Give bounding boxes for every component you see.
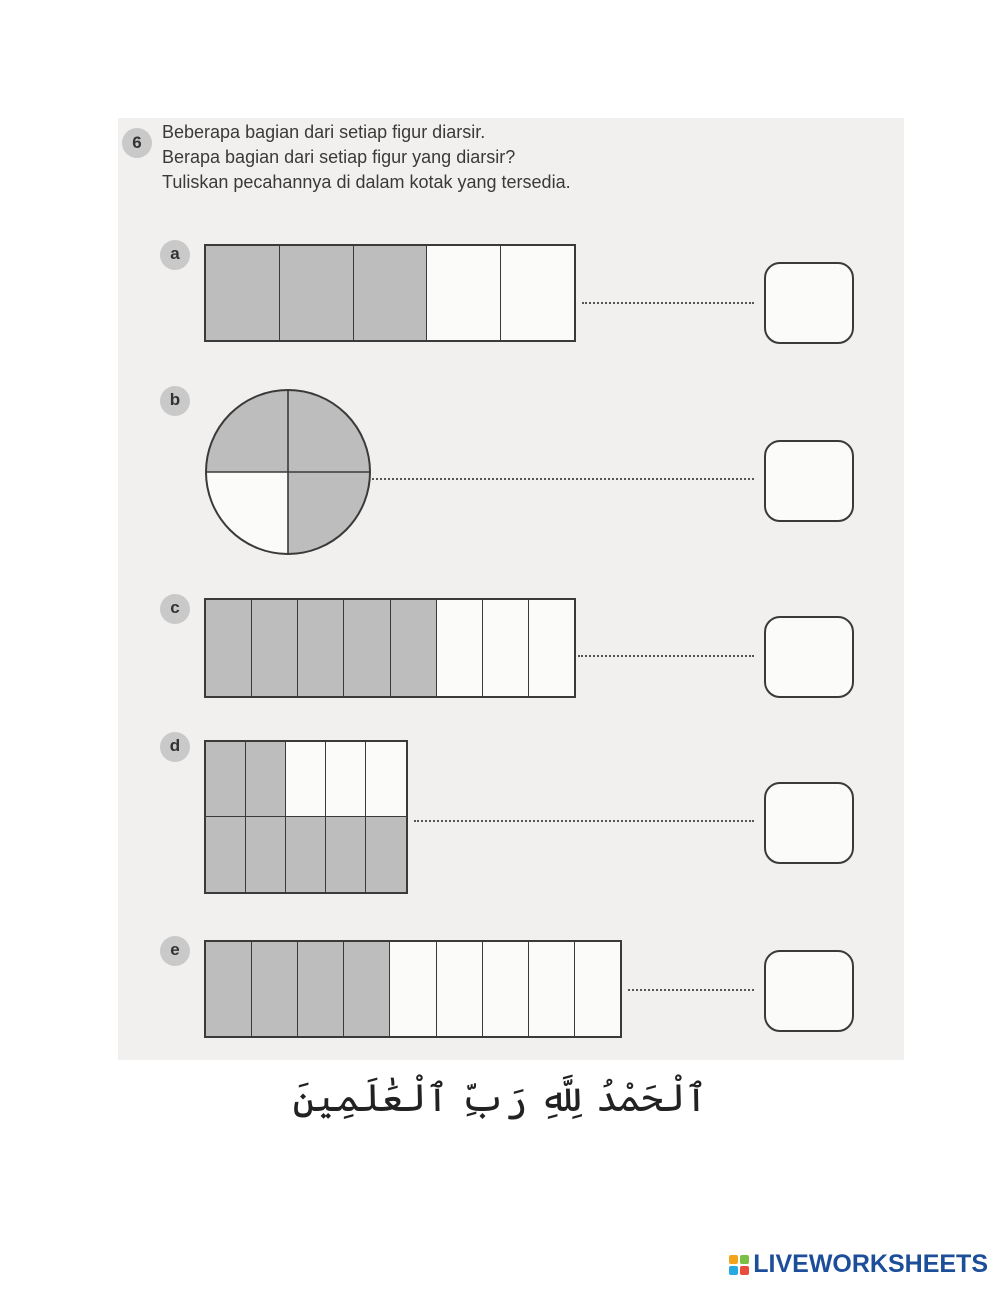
figure-a-part	[427, 246, 501, 340]
dotted-connector-a	[582, 302, 754, 304]
answer-box-b[interactable]	[764, 440, 854, 522]
answer-input-a[interactable]	[766, 264, 856, 344]
figure-a-part	[501, 246, 574, 340]
dotted-connector-d	[414, 820, 754, 822]
answer-box-e[interactable]	[764, 950, 854, 1032]
figure-c-part	[344, 600, 390, 696]
answer-box-a[interactable]	[764, 262, 854, 344]
instruction-line-1: Beberapa bagian dari setiap figur diarsir.	[162, 122, 486, 142]
item-label-d: d	[160, 732, 190, 762]
figure-d-part	[286, 817, 326, 892]
figure-b-circle	[204, 388, 372, 556]
answer-box-c[interactable]	[764, 616, 854, 698]
figure-b-quarter	[288, 472, 370, 554]
figure-e-part	[298, 942, 344, 1036]
instruction-line-3: Tuliskan pecahannya di dalam kotak yang tersedia.	[162, 172, 571, 192]
figure-d-part	[326, 742, 366, 817]
answer-input-e[interactable]	[766, 952, 856, 1032]
figure-e-part	[206, 942, 252, 1036]
dotted-connector-c	[578, 655, 754, 657]
figure-a-part	[354, 246, 428, 340]
answer-input-c[interactable]	[766, 618, 856, 698]
figure-a-part	[280, 246, 354, 340]
figure-e-part	[390, 942, 436, 1036]
figure-c-part	[529, 600, 574, 696]
figure-d-part	[286, 742, 326, 817]
figure-d-part	[206, 742, 246, 817]
figure-d-part	[246, 817, 286, 892]
figure-a-part	[206, 246, 280, 340]
item-label-e: e	[160, 936, 190, 966]
dotted-connector-b	[372, 478, 754, 480]
figure-c-part	[391, 600, 437, 696]
figure-d-part	[366, 817, 406, 892]
item-label-b: b	[160, 386, 190, 416]
answer-input-d[interactable]	[766, 784, 856, 864]
figure-d-part	[246, 742, 286, 817]
figure-e-strip	[204, 940, 622, 1038]
figure-e-part	[344, 942, 390, 1036]
figure-d-part	[206, 817, 246, 892]
figure-b-quarter	[206, 390, 288, 472]
figure-c-part	[252, 600, 298, 696]
figure-a-strip	[204, 244, 576, 342]
figure-d-part	[326, 817, 366, 892]
figure-e-part	[437, 942, 483, 1036]
figure-b-quarter	[206, 472, 288, 554]
brand-name: LIVEWORKSHEETS	[753, 1250, 988, 1278]
dotted-connector-e	[628, 989, 754, 991]
figure-c-part	[483, 600, 529, 696]
figure-e-part	[252, 942, 298, 1036]
figure-c-part	[206, 600, 252, 696]
figure-c-strip	[204, 598, 576, 698]
item-label-a: a	[160, 240, 190, 270]
figure-d-grid	[204, 740, 408, 894]
figure-c-part	[298, 600, 344, 696]
figure-b-quarter	[288, 390, 370, 472]
item-label-c: c	[160, 594, 190, 624]
arabic-calligraphy: ٱلْحَمْدُ لِلَّهِ رَبِّ ٱلْعَٰلَمِينَ	[292, 1076, 708, 1120]
logo-grid-icon	[729, 1255, 749, 1275]
question-number-badge: 6	[122, 128, 152, 158]
figure-d-part	[366, 742, 406, 817]
figure-e-part	[575, 942, 620, 1036]
figure-c-part	[437, 600, 483, 696]
figure-e-part	[529, 942, 575, 1036]
answer-box-d[interactable]	[764, 782, 854, 864]
instruction-line-2: Berapa bagian dari setiap figur yang diarsir?	[162, 147, 516, 167]
answer-input-b[interactable]	[766, 442, 856, 522]
liveworksheets-logo[interactable]	[729, 1250, 988, 1279]
figure-e-part	[483, 942, 529, 1036]
